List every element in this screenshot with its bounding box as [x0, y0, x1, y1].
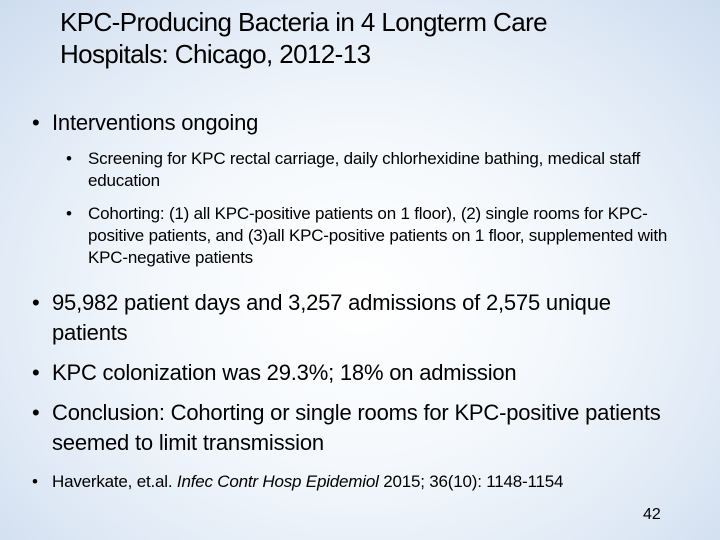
bullet-marker: •: [66, 149, 72, 168]
bullet-marker: •: [32, 110, 40, 135]
bullet-marker: •: [32, 472, 38, 491]
bullet-colonization: [32, 358, 692, 388]
title-line-2: Hospitals: Chicago, 2012-13: [60, 39, 371, 69]
bullet-marker: •: [32, 400, 40, 425]
page-number: 42: [643, 506, 661, 523]
title-line-1: KPC-Producing Bacteria in 4 Longterm Care: [60, 7, 547, 37]
bullet-marker: •: [32, 290, 40, 315]
citation-text: [32, 470, 692, 494]
citation-journal: Infec Contr Hosp Epidemiol: [176, 472, 379, 491]
bullet-interventions: [32, 108, 692, 138]
citation-details: 2015; 36(10): 1148-1154: [383, 472, 564, 491]
slide-title: [60, 6, 680, 70]
bullet-patient-days: [32, 288, 672, 348]
citation-authors: Haverkate, et.al.: [52, 472, 173, 491]
bullet-citation: [32, 470, 692, 494]
bullet-text: Screening for KPC rectal carriage, daily chlorhexidine bathing, medical staff education: [88, 149, 641, 190]
bullet-text: KPC colonization was 29.3%; 18% on admission: [52, 360, 517, 385]
bullet-text: 95,982 patient days and 3,257 admissions of 2,575 unique patients: [52, 290, 611, 345]
sub-bullet-screening: [66, 148, 696, 192]
sub-bullet-cohorting: [66, 203, 696, 269]
bullet-conclusion: [32, 398, 712, 458]
bullet-marker: •: [32, 360, 40, 385]
bullet-text: Interventions ongoing: [52, 110, 259, 135]
bullet-text: Conclusion: Cohorting or single rooms for KPC-positive patients seemed to limit transmission: [52, 400, 661, 455]
bullet-text: Cohorting: (1) all KPC-positive patients on 1 floor), (2) single rooms for KPC-positive patients, and (3)all KPC-positive patients on 1 floor, supplemented with KPC-negative patients: [88, 204, 668, 267]
bullet-marker: •: [66, 204, 72, 223]
